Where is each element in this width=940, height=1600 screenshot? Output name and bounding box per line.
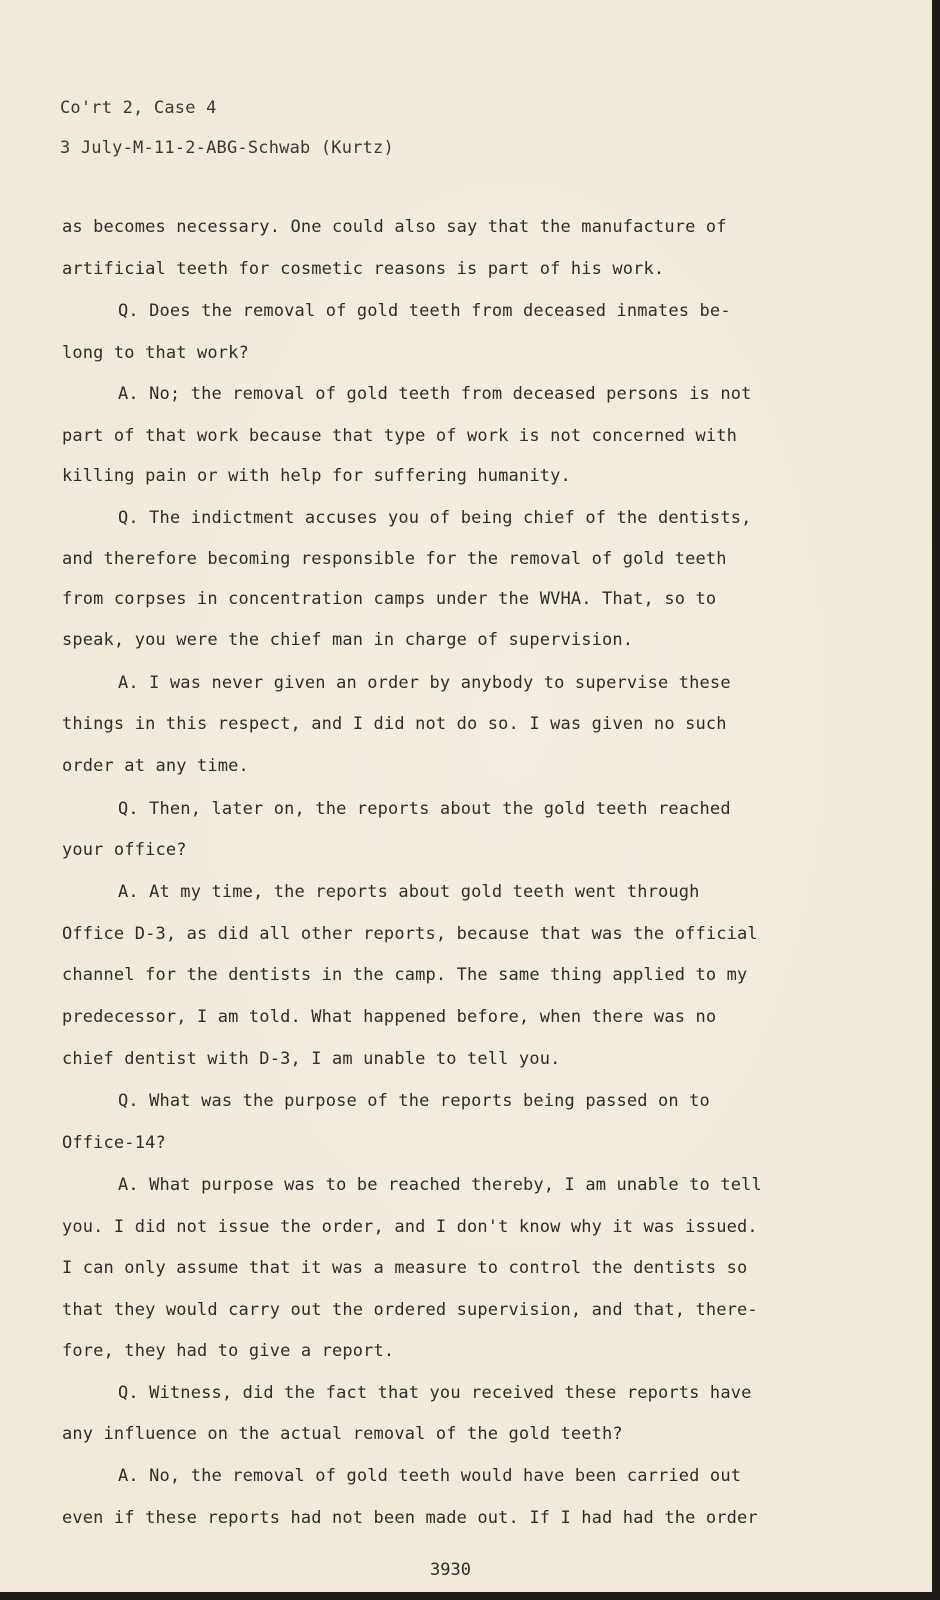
- question-line: Q. Then, later on, the reports about the gold teeth reached: [118, 799, 731, 819]
- question-line: Q. What was the purpose of the reports being passed on to: [118, 1091, 710, 1111]
- text-line: your office?: [62, 840, 187, 860]
- text-line: you. I did not issue the order, and I don't know why it was issued.: [62, 1217, 758, 1237]
- text-line: that they would carry out the ordered supervision, and that, there-: [62, 1300, 758, 1320]
- answer-line: A. I was never given an order by anybody to supervise these: [118, 673, 731, 693]
- text-line: artificial teeth for cosmetic reasons is part of his work.: [62, 259, 665, 279]
- session-reference-header: 3 July-M-11-2-ABG-Schwab (Kurtz): [60, 138, 394, 158]
- answer-line: A. At my time, the reports about gold teeth went through: [118, 882, 700, 902]
- text-line: part of that work because that type of work is not concerned with: [62, 426, 738, 446]
- text-line: killing pain or with help for suffering humanity.: [62, 466, 571, 486]
- question-line: Q. The indictment accuses you of being chief of the dentists,: [118, 508, 752, 528]
- answer-line: A. No, the removal of gold teeth would have been carried out: [118, 1466, 742, 1486]
- answer-line: A. What purpose was to be reached thereby, I am unable to tell: [118, 1175, 762, 1195]
- text-line: chief dentist with D-3, I am unable to tell you.: [62, 1049, 561, 1069]
- text-line: speak, you were the chief man in charge of supervision.: [62, 630, 634, 650]
- text-line: long to that work?: [62, 343, 249, 363]
- text-line: Office-14?: [62, 1133, 166, 1153]
- text-line: channel for the dentists in the camp. The same thing applied to my: [62, 965, 748, 985]
- text-line: fore, they had to give a report.: [62, 1341, 395, 1361]
- text-line: I can only assume that it was a measure to control the dentists so: [62, 1258, 748, 1278]
- text-line: predecessor, I am told. What happened before, when there was no: [62, 1007, 717, 1027]
- text-line: things in this respect, and I did not do so. I was given no such: [62, 714, 727, 734]
- text-line: even if these reports had not been made out. If I had had the order: [62, 1508, 758, 1528]
- text-line: as becomes necessary. One could also say that the manufacture of: [62, 217, 727, 237]
- court-case-header: Co'rt 2, Case 4: [60, 98, 217, 118]
- text-line: and therefore becoming responsible for the removal of gold teeth: [62, 549, 727, 569]
- text-line: Office D-3, as did all other reports, because that was the official: [62, 924, 758, 944]
- question-line: Q. Witness, did the fact that you received these reports have: [118, 1383, 752, 1403]
- text-line: from corpses in concentration camps under the WVHA. That, so to: [62, 589, 717, 609]
- question-line: Q. Does the removal of gold teeth from deceased inmates be-: [118, 301, 731, 321]
- answer-line: A. No; the removal of gold teeth from deceased persons is not: [118, 384, 752, 404]
- page-number: 3930: [430, 1560, 471, 1580]
- text-line: order at any time.: [62, 756, 249, 776]
- text-line: any influence on the actual removal of the gold teeth?: [62, 1424, 623, 1444]
